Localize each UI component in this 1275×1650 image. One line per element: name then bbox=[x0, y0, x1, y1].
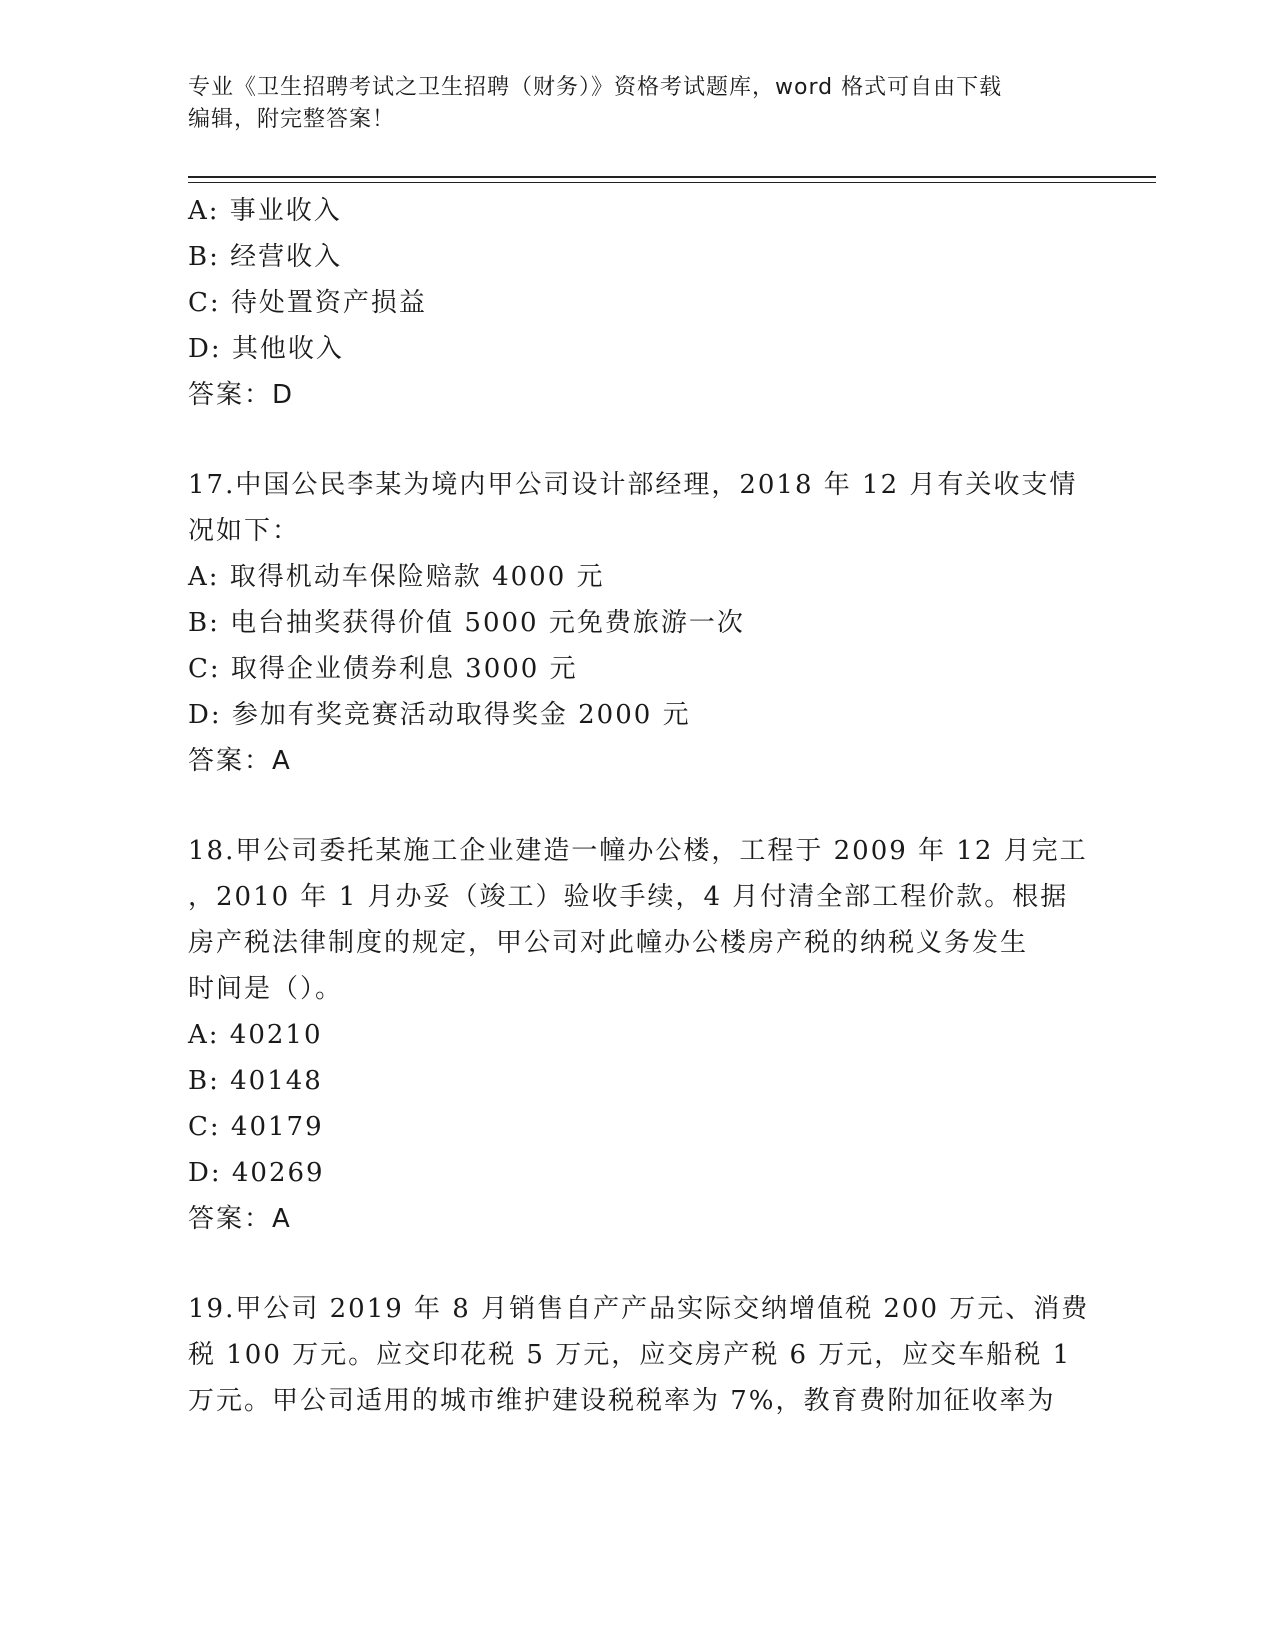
option-a: A: 40210 bbox=[188, 1020, 323, 1050]
question-content bbox=[188, 188, 1088, 1424]
option-a: A: 取得机动车保险赔款 4000 元 bbox=[188, 562, 605, 592]
answer: 答案：A bbox=[188, 1204, 292, 1234]
header-line-2: 编辑，附完整答案！ bbox=[188, 107, 396, 132]
option-c: C: 取得企业债券利息 3000 元 bbox=[188, 654, 578, 684]
option-d: D: 40269 bbox=[188, 1158, 325, 1188]
option-b: B: 40148 bbox=[188, 1066, 323, 1096]
question-stem-line: 时间是（）。 bbox=[188, 974, 344, 1004]
question-stem-line: 19.甲公司 2019 年 8 月销售自产产品实际交纳增值税 200 万元、消费 bbox=[188, 1294, 1090, 1324]
option-a: A: 事业收入 bbox=[188, 196, 342, 226]
answer: 答案：D bbox=[188, 380, 295, 410]
document-header bbox=[188, 72, 1068, 136]
header-rule-thin bbox=[188, 182, 1156, 183]
question-19 bbox=[188, 1286, 1088, 1424]
option-b: B: 经营收入 bbox=[188, 242, 343, 272]
question-18 bbox=[188, 828, 1088, 1242]
header-line-1: 专业《卫生招聘考试之卫生招聘（财务）》资格考试题库，word 格式可自由下载 bbox=[188, 75, 1003, 100]
option-c: C: 40179 bbox=[188, 1112, 324, 1142]
question-stem-line: 万元。甲公司适用的城市维护建设税税率为 7%，教育费附加征收率为 bbox=[188, 1386, 1056, 1416]
question-17 bbox=[188, 462, 1088, 784]
question-stem-line: 17.中国公民李某为境内甲公司设计部经理，2018 年 12 月有关收支情 bbox=[188, 470, 1078, 500]
header-rule-thick bbox=[188, 176, 1156, 178]
option-b: B: 电台抽奖获得价值 5000 元免费旅游一次 bbox=[188, 608, 745, 638]
question-stem-line: 18.甲公司委托某施工企业建造一幢办公楼，工程于 2009 年 12 月完工 bbox=[188, 836, 1088, 866]
question-stem-line: 税 100 万元。应交印花税 5 万元，应交房产税 6 万元，应交车船税 1 bbox=[188, 1340, 1072, 1370]
option-d: D: 参加有奖竞赛活动取得奖金 2000 元 bbox=[188, 700, 691, 730]
option-d: D: 其他收入 bbox=[188, 334, 344, 364]
option-c: C: 待处置资产损益 bbox=[188, 288, 427, 318]
question-stem-line: 况如下： bbox=[188, 516, 301, 546]
question-stem-line: ，2010 年 1 月办妥（竣工）验收手续，4 月付清全部工程价款。根据 bbox=[188, 882, 1069, 912]
question-16 bbox=[188, 188, 1088, 418]
answer: 答案：A bbox=[188, 746, 292, 776]
question-stem-line: 房产税法律制度的规定，甲公司对此幢办公楼房产税的纳税义务发生 bbox=[188, 928, 1029, 958]
